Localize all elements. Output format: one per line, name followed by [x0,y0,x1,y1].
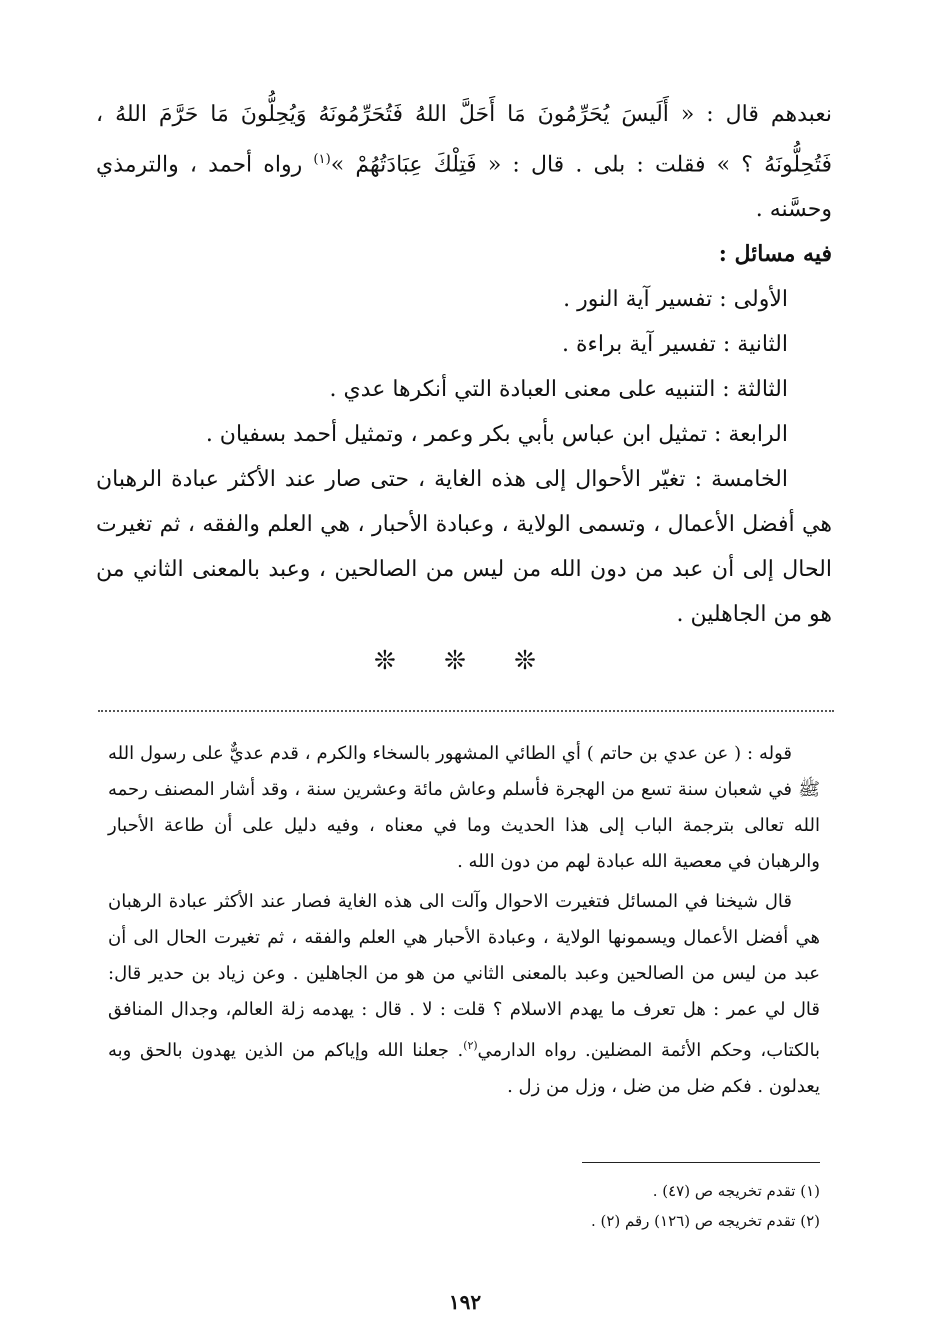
issue-1: الأولى : تفسير آية النور . [563,287,788,313]
issue-5: الخامسة : تغيّر الأحوال إلى هذه الغاية ، حتى صار عند الأكثر عبادة الرهبان هي أفضل الأعمال ، وتسمى الولاية ، وعبادة الأحبار ، هي العلم والفقه ، ثم تغيرت الحال إلى أن عبد من دون الله من ليس من الصالحين ، وعبد بالمعنى الثاني من هو من الجاهلين . [96,467,832,628]
footnote-1: (١) تقدم تخريجه ص (٤٧) . [652,1182,820,1200]
commentary [108,736,820,1109]
footnote-ref-2: (٢) [463,1039,478,1052]
issues-heading: فيه مسائل : [718,241,832,268]
intro-paragraph [96,92,832,232]
issue-2: الثانية : تفسير آية براءة . [561,332,788,358]
dotted-divider [98,710,834,712]
commentary-paragraph-2-text: قال شيخنا في المسائل فتغيرت الاحوال وآلت الى هذه الغاية فصار عند الأكثر عبادة الرهبان هي أفضل الأعمال ويسمونها الولاية ، وعبادة الأحبار هي العلم والفقه ، ثم تغيرت الحال الى أن عبد من ليس من الصالحين وعبد بالمعنى الثاني من هو من الجاهلين . وعن زياد بن حدير قال: قال لي عمر : هل تعرف ما يهدم الاسلام ؟ قلت : لا . قال : يهدمه زلة العالم، وجدال المنافق بالكتاب، وحكم الأئمة المضلين. رواه الدارمي [108,891,820,1061]
commentary-paragraph-1: قوله : ( عن عدي بن حاتم ) أي الطائي المشهور بالسخاء والكرم ، قدم عديٌّ على رسول الله ﷺ في شعبان سنة تسع من الهجرة فأسلم وعاش مائة وعشرين سنة ، وقد أشار المصنف رحمه الله تعالى بترجمة الباب إلى هذا الحديث وما في معناه ، وفيه دليل على أن طاعة الأحبار والرهبان في معصية الله عبادة لهم من دون الله . [108,743,820,872]
footnote-2: (٢) تقدم تخريجه ص (١٢٦) رقم (٢) . [590,1212,820,1230]
issue-3: الثالثة : التنبيه على معنى العبادة التي أنكرها عدي . [329,377,788,403]
footnote-rule [582,1162,820,1163]
commentary-paragraph-2 [108,884,820,1105]
footnote-ref-1: (١) [313,152,331,167]
intro-tail: رواه أحمد ، والترمذي وحسَّنه . [96,152,832,223]
section-separator: ❊ ❊ ❊ [374,646,556,676]
issue-4: الرابعة : تمثيل ابن عباس بأبي بكر وعمر ، وتمثيل أحمد بسفيان . [205,422,788,448]
footnotes [108,1176,820,1236]
intro-text: نعبدهم قال : « أَلَيسَ يُحَرِّمُونَ مَا أَحَلَّ اللهُ فَتُحَرِّمُونَهُ وَيُحِلُّونَ مَا حَرَّمَ اللهُ ، فَتُحِلُّونَهُ ؟ » فقلت : بلى . قال : « فَتِلْكَ عِبَادَتُهُمْ » [96,102,832,178]
page-number: ١٩٢ [448,1290,482,1314]
main-text [96,92,832,637]
commentary-paragraph-2-tail: . جعلنا الله وإياكم من الذين يهدون بالحق وبه يعدلون . فكم ضل من ضل ، وزل من زل . [108,1040,820,1097]
